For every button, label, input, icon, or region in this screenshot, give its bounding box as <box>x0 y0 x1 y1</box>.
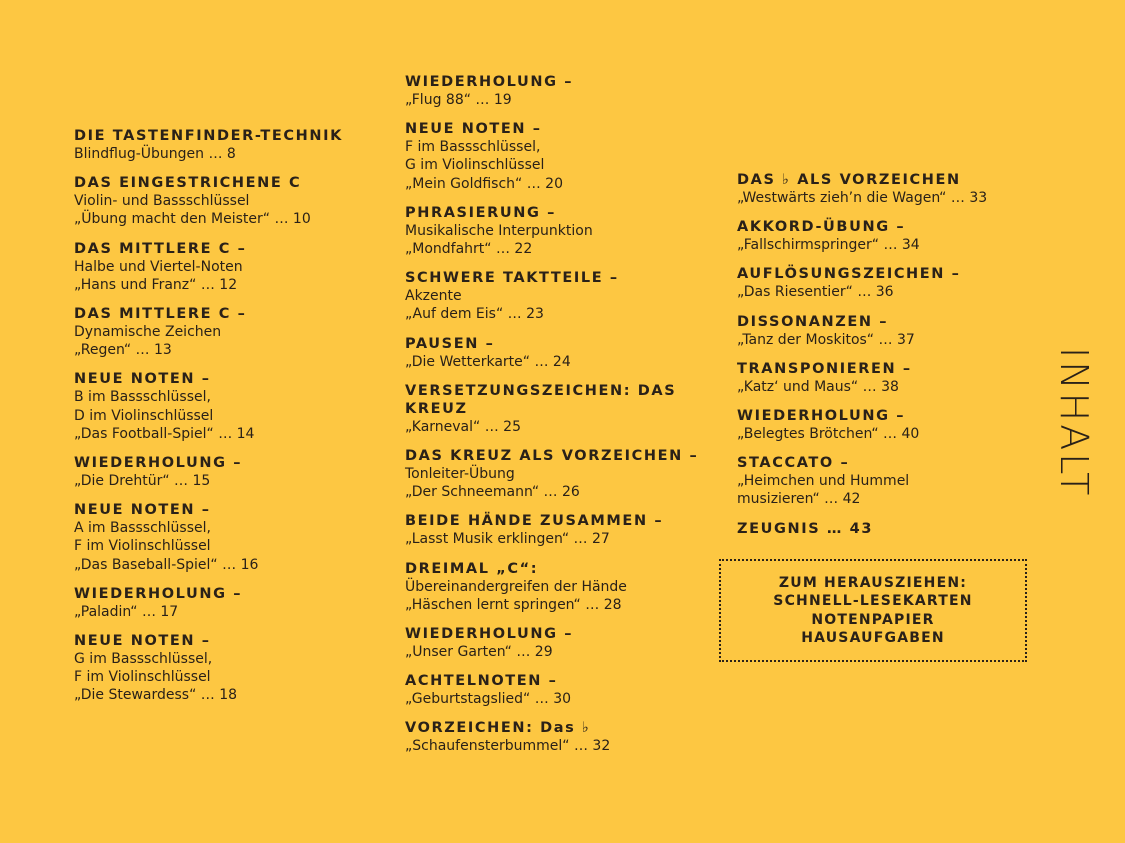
toc-line: „Mein Goldfisch“ … 20 <box>405 175 563 192</box>
toc-heading: WIEDERHOLUNG – <box>74 585 243 602</box>
toc-heading: PAUSEN – <box>405 335 495 352</box>
side-title-wrap <box>1042 347 1102 507</box>
toc-entry <box>405 382 705 436</box>
toc-entry <box>405 120 705 193</box>
toc-entry <box>74 174 374 228</box>
toc-line: „Hans und Franz“ … 12 <box>74 276 238 293</box>
toc-line: Blindflug-Übungen … 8 <box>74 146 236 162</box>
toc-line: Akzente <box>405 288 462 305</box>
toc-line: „Häschen lernt springen“ … 28 <box>405 596 622 613</box>
side-title: INHALT <box>1052 347 1096 499</box>
toc-entry <box>737 171 1037 207</box>
toc-line: „Die Drehtür“ … 15 <box>74 473 211 490</box>
toc-entry <box>405 719 705 755</box>
toc-heading: STACCATO – <box>737 455 850 472</box>
toc-line: Halbe und Viertel-Noten <box>74 258 243 275</box>
toc-line: „Das Baseball-Spiel“ … 16 <box>74 556 259 573</box>
toc-line: „Mondfahrt“ … 22 <box>405 241 533 258</box>
toc-entry <box>74 632 374 705</box>
toc-entry <box>405 560 705 614</box>
toc-line: Musikalische Interpunktion <box>405 222 593 239</box>
toc-heading: DAS KREUZ ALS VORZEICHEN – <box>405 448 699 465</box>
toc-heading: WIEDERHOLUNG – <box>405 74 574 90</box>
toc-line: Violin- und Bassschlüssel <box>74 193 250 210</box>
toc-line: „Das Riesentier“ … 36 <box>737 284 894 301</box>
toc-entry <box>405 269 705 323</box>
toc-entry <box>405 512 705 548</box>
toc-entry <box>74 305 374 359</box>
toc-line: „Unser Garten“ … 29 <box>405 644 553 661</box>
toc-line: „Die Stewardess“ … 18 <box>74 687 238 704</box>
toc-line: „Lasst Musik erklingen“ … 27 <box>405 531 610 548</box>
toc-heading: NEUE NOTEN – <box>74 633 211 650</box>
toc-heading: WIEDERHOLUNG – <box>405 626 574 643</box>
toc-line: Dynamische Zeichen <box>74 324 222 341</box>
toc-heading: WIEDERHOLUNG – <box>737 408 906 425</box>
toc-heading: PHRASIERUNG – <box>405 204 556 221</box>
toc-entry <box>74 585 374 621</box>
toc-line: „Belegtes Brötchen“ … 40 <box>737 426 920 443</box>
toc-entry <box>405 625 705 661</box>
toc-entry <box>74 501 374 574</box>
toc-column-2 <box>405 73 705 767</box>
toc-line: A im Bassschlüssel, <box>74 520 211 537</box>
toc-heading: AUFLÖSUNGSZEICHEN – <box>737 266 961 283</box>
toc-line: „Übung macht den Meister“ … 10 <box>74 211 311 228</box>
toc-entry <box>74 240 374 294</box>
toc-line: D im Violinschlüssel <box>74 407 214 424</box>
toc-heading: VORZEICHEN: Das ♭ <box>405 720 591 737</box>
toc-heading: BEIDE HÄNDE ZUSAMMEN – <box>405 513 664 530</box>
toc-heading: ZEUGNIS … 43 <box>737 520 874 537</box>
toc-line: F im Bassschlüssel, <box>405 139 541 156</box>
toc-heading: WIEDERHOLUNG – <box>74 455 243 472</box>
toc-heading: ACHTELNOTEN – <box>405 673 558 690</box>
toc-entry <box>737 218 1037 254</box>
toc-line: „Tanz der Moskitos“ … 37 <box>737 331 915 348</box>
pullout-line: HAUSAUFGABEN <box>801 630 945 646</box>
toc-line: B im Bassschlüssel, <box>74 389 211 406</box>
pullout-line: ZUM HERAUSZIEHEN: <box>778 574 968 591</box>
toc-entry <box>74 370 374 443</box>
toc-entry <box>405 204 705 258</box>
toc-entry <box>74 454 374 490</box>
toc-entry <box>405 73 705 109</box>
toc-line: „Heimchen und Hummel <box>737 473 910 490</box>
toc-heading: DAS ♭ ALS VORZEICHEN <box>737 172 961 188</box>
toc-line: Tonleiter-Übung <box>405 466 515 483</box>
toc-line: „Schaufensterbummel“ … 32 <box>405 738 611 755</box>
toc-entry <box>405 672 705 708</box>
toc-heading: AKKORD-ÜBUNG – <box>737 219 906 236</box>
toc-line: „Katz‘ und Maus“ … 38 <box>737 378 899 395</box>
toc-line: „Auf dem Eis“ … 23 <box>405 306 544 323</box>
toc-column-1 <box>74 127 374 716</box>
toc-heading: DREIMAL „C“: <box>405 560 539 577</box>
toc-entry <box>74 127 374 163</box>
toc-column-3 <box>737 171 1037 549</box>
toc-line: „Der Schneemann“ … 26 <box>405 484 580 501</box>
toc-entry <box>737 360 1037 396</box>
pullout-line: SCHNELL-LESEKARTEN <box>773 593 973 609</box>
toc-entry <box>737 265 1037 301</box>
toc-heading: DISSONANZEN – <box>737 313 889 330</box>
toc-heading: DAS MITTLERE C – <box>74 306 247 323</box>
toc-line: F im Violinschlüssel <box>74 538 211 555</box>
toc-entry <box>737 454 1037 508</box>
toc-line: „Geburtstagslied“ … 30 <box>405 691 572 708</box>
toc-line: „Fallschirmspringer“ … 34 <box>737 237 920 254</box>
toc-heading: TRANSPONIEREN – <box>737 360 912 377</box>
pullout-line: NOTENPAPIER <box>811 611 935 628</box>
toc-line: „Westwärts zieh’n die Wagen“ … 33 <box>737 190 988 206</box>
toc-line: „Flug 88“ … 19 <box>405 92 512 108</box>
toc-line: „Die Wetterkarte“ … 24 <box>405 353 571 370</box>
toc-heading: SCHWERE TAKTTEILE – <box>405 270 619 287</box>
toc-line: F im Violinschlüssel <box>74 669 211 686</box>
pullout-box <box>719 559 1027 662</box>
toc-heading: NEUE NOTEN – <box>74 371 211 388</box>
toc-heading: NEUE NOTEN – <box>74 502 211 519</box>
toc-heading: VERSETZUNGSZEICHEN: DAS KREUZ <box>405 382 677 417</box>
toc-entry <box>737 407 1037 443</box>
toc-line: „Paladin“ … 17 <box>74 603 179 620</box>
toc-line: G im Bassschlüssel, <box>74 651 213 668</box>
toc-line: „Regen“ … 13 <box>74 342 172 359</box>
toc-heading: DIE TASTENFINDER-TECHNIK <box>74 128 343 144</box>
toc-entry <box>737 313 1037 349</box>
toc-line: G im Violinschlüssel <box>405 157 545 174</box>
toc-entry <box>737 520 1037 538</box>
toc-line: „Karneval“ … 25 <box>405 418 521 435</box>
toc-line: Übereinandergreifen der Hände <box>405 578 627 595</box>
toc-entry <box>405 335 705 371</box>
toc-heading: NEUE NOTEN – <box>405 121 542 138</box>
toc-heading: DAS MITTLERE C – <box>74 240 247 257</box>
toc-heading: DAS EINGESTRICHENE C <box>74 175 302 192</box>
toc-entry <box>405 447 705 501</box>
toc-line: „Das Football-Spiel“ … 14 <box>74 425 255 442</box>
toc-line: musizieren“ … 42 <box>737 491 861 508</box>
